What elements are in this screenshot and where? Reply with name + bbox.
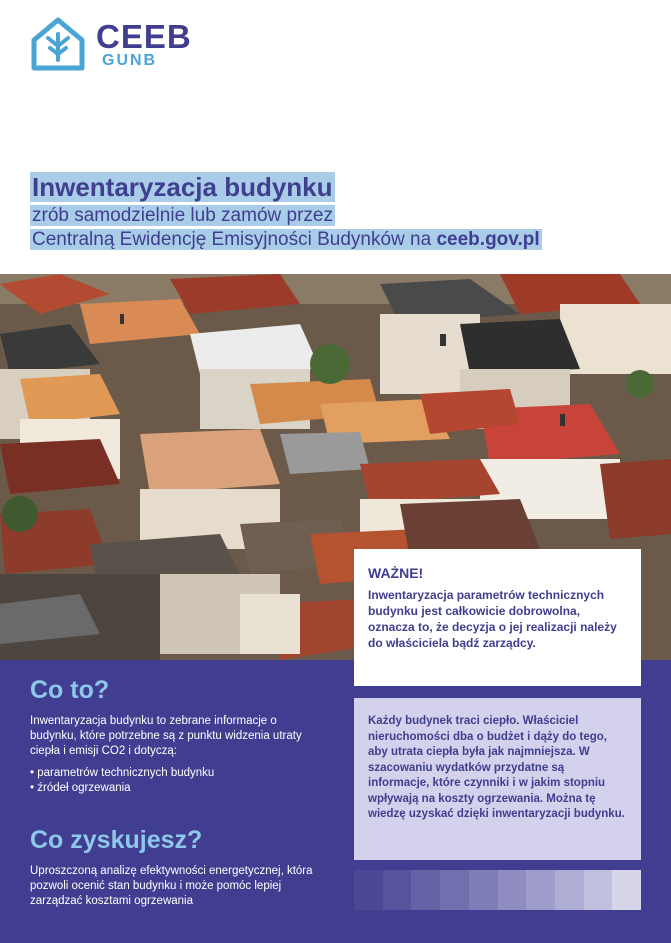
gradient-swatch [555, 870, 584, 910]
hero-line-1: zrób samodzielnie lub zamów przez [32, 205, 333, 226]
hero-line-2: Centralną Ewidencję Emisyjności Budynków na [32, 229, 437, 250]
house-logo-icon [30, 16, 86, 72]
important-title: WAŻNE! [368, 565, 424, 581]
important-box [354, 549, 641, 686]
gradient-swatch [411, 870, 440, 910]
color-gradient-bar [354, 870, 641, 910]
logo-subtitle: GUNB [102, 52, 158, 69]
what-bullets [30, 766, 214, 796]
hero-title: Inwentaryzacja budynku [32, 172, 333, 202]
gain-heading: Co zyskujesz? [30, 826, 203, 854]
gradient-swatch [612, 870, 641, 910]
what-heading: Co to? [30, 676, 110, 704]
bullet-item: • źródeł ogrzewania [30, 781, 214, 796]
ceeb-logo [30, 16, 210, 72]
gradient-swatch [469, 870, 498, 910]
important-body: Inwentaryzacja parametrów technicznych budynku jest całkowicie dobrowolna, oznacza to, że decyzja o jej realizacji należy do właściciela bądź zarządcy. [368, 588, 617, 650]
heat-loss-text: Każdy budynek traci ciepło. Właściciel nieruchomości dba o budżet i dąży do tego, aby utrata ciepła była jak najmniejsza. W szacowaniu wydatków przydatne są informacje, które czynniki i w jakim stopniu wpływają na koszty ogrzewania. Można tę wiedzę uzyskać dzięki inwentaryzacji budynku. [368, 715, 625, 820]
gain-body: Uproszczoną analizę efektywności energetycznej, która pozwoli ocenić stan budynku i może pomóc lepiej zarządzać kosztami ogrzewania [30, 865, 313, 907]
gradient-swatch [498, 870, 527, 910]
gradient-swatch [354, 870, 383, 910]
heat-loss-box [354, 698, 641, 860]
gradient-swatch [383, 870, 412, 910]
bullet-item: • parametrów technicznych budynku [30, 766, 214, 781]
what-body: Inwentaryzacja budynku to zebrane informacje o budynku, które potrzebne są z punktu widzenia utraty ciepła i emisji CO2 i dotyczą: [30, 715, 302, 757]
gradient-swatch [526, 870, 555, 910]
ceeb-link[interactable]: ceeb.gov.pl [436, 229, 540, 250]
hero-heading [30, 170, 640, 252]
logo-title: CEEB [96, 18, 192, 55]
gradient-swatch [440, 870, 469, 910]
gradient-swatch [584, 870, 613, 910]
